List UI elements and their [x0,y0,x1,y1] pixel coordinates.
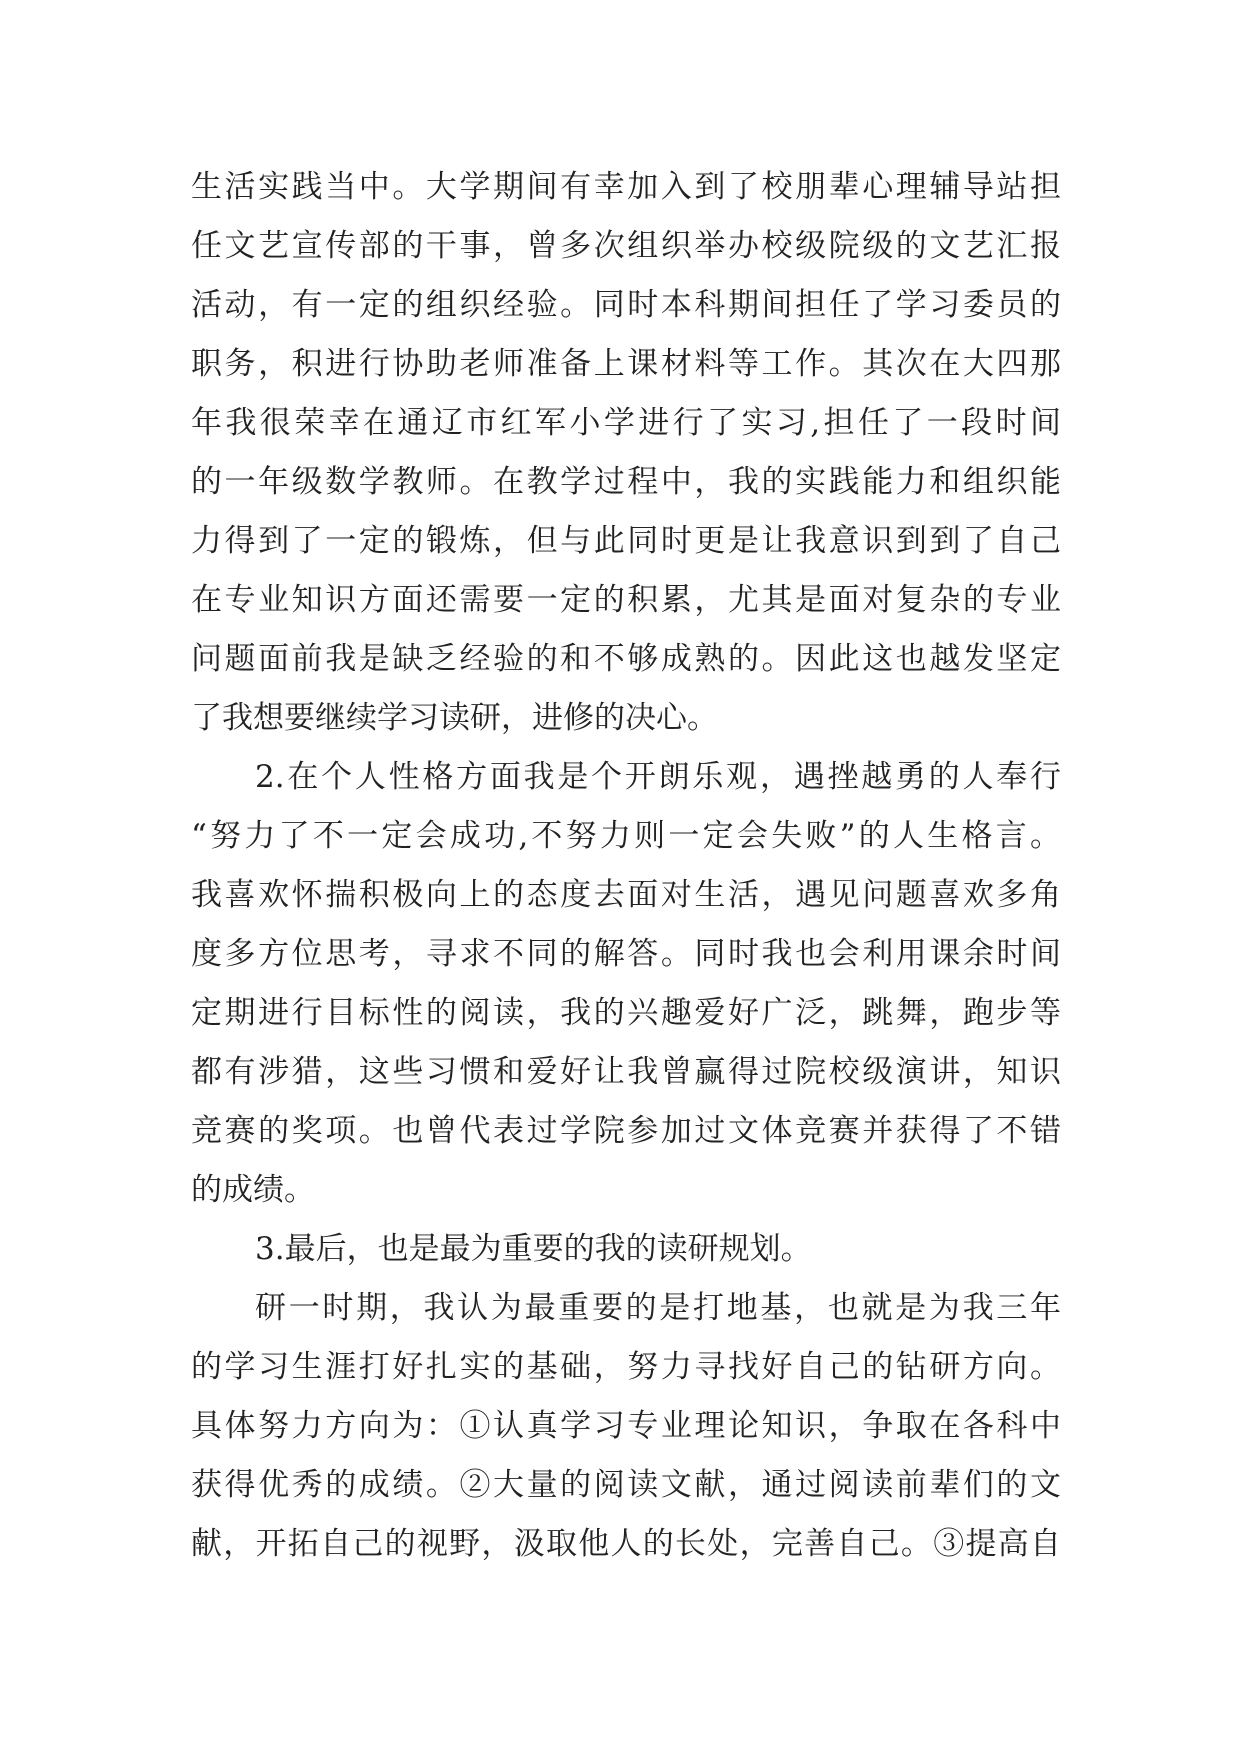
text-line: 具体努力方向为：①认真学习专业理论知识，争取在各科中 [191,1408,1061,1444]
text-line: 我喜欢怀揣积极向上的态度去面对生活，遇见问题喜欢多角 [191,877,1061,913]
text-line: 了我想要继续学习读研，进修的决心。 [191,700,718,736]
text-line: 获得优秀的成绩。②大量的阅读文献，通过阅读前辈们的文 [191,1467,1061,1503]
text-line: 都有涉猎，这些习惯和爱好让我曾赢得过院校级演讲，知识 [191,1054,1061,1090]
text-line: 问题面前我是缺乏经验的和不够成熟的。因此这也越发坚定 [191,641,1061,677]
text-line: 活动，有一定的组织经验。同时本科期间担任了学习委员的 [191,287,1061,323]
text-line: 职务，积进行协助老师准备上课材料等工作。其次在大四那 [191,346,1061,382]
text-line: 竞赛的奖项。也曾代表过学院参加过文体竞赛并获得了不错 [191,1113,1061,1149]
text-line: 的学习生涯打好扎实的基础，努力寻找好自己的钻研方向。 [191,1349,1061,1385]
text-line: 在专业知识方面还需要一定的积累，尤其是面对复杂的专业 [191,582,1061,618]
text-line: 任文艺宣传部的干事，曾多次组织举办校级院级的文艺汇报 [191,228,1061,264]
text-line: 定期进行目标性的阅读，我的兴趣爱好广泛，跳舞，跑步等 [191,995,1061,1031]
body-text [191,158,1061,1574]
text-line: 2.在个人性格方面我是个开朗乐观，遇挫越勇的人奉行 [255,759,1061,795]
text-line: 的成绩。 [191,1172,315,1208]
text-line: “努力了不一定会成功,不努力则一定会失败”的人生格言。 [191,818,1061,854]
text-line: 年我很荣幸在通辽市红军小学进行了实习,担任了一段时间 [191,405,1061,441]
text-line: 的一年级数学教师。在教学过程中，我的实践能力和组织能 [191,464,1061,500]
text-line: 生活实践当中。大学期间有幸加入到了校朋辈心理辅导站担 [191,169,1061,205]
text-line: 3.最后，也是最为重要的我的读研规划。 [255,1231,812,1267]
text-line: 度多方位思考，寻求不同的解答。同时我也会利用课余时间 [191,936,1061,972]
text-line: 献，开拓自己的视野，汲取他人的长处，完善自己。③提高自 [191,1526,1061,1562]
text-line: 研一时期，我认为最重要的是打地基，也就是为我三年 [255,1290,1061,1326]
text-line: 力得到了一定的锻炼，但与此同时更是让我意识到到了自己 [191,523,1061,559]
